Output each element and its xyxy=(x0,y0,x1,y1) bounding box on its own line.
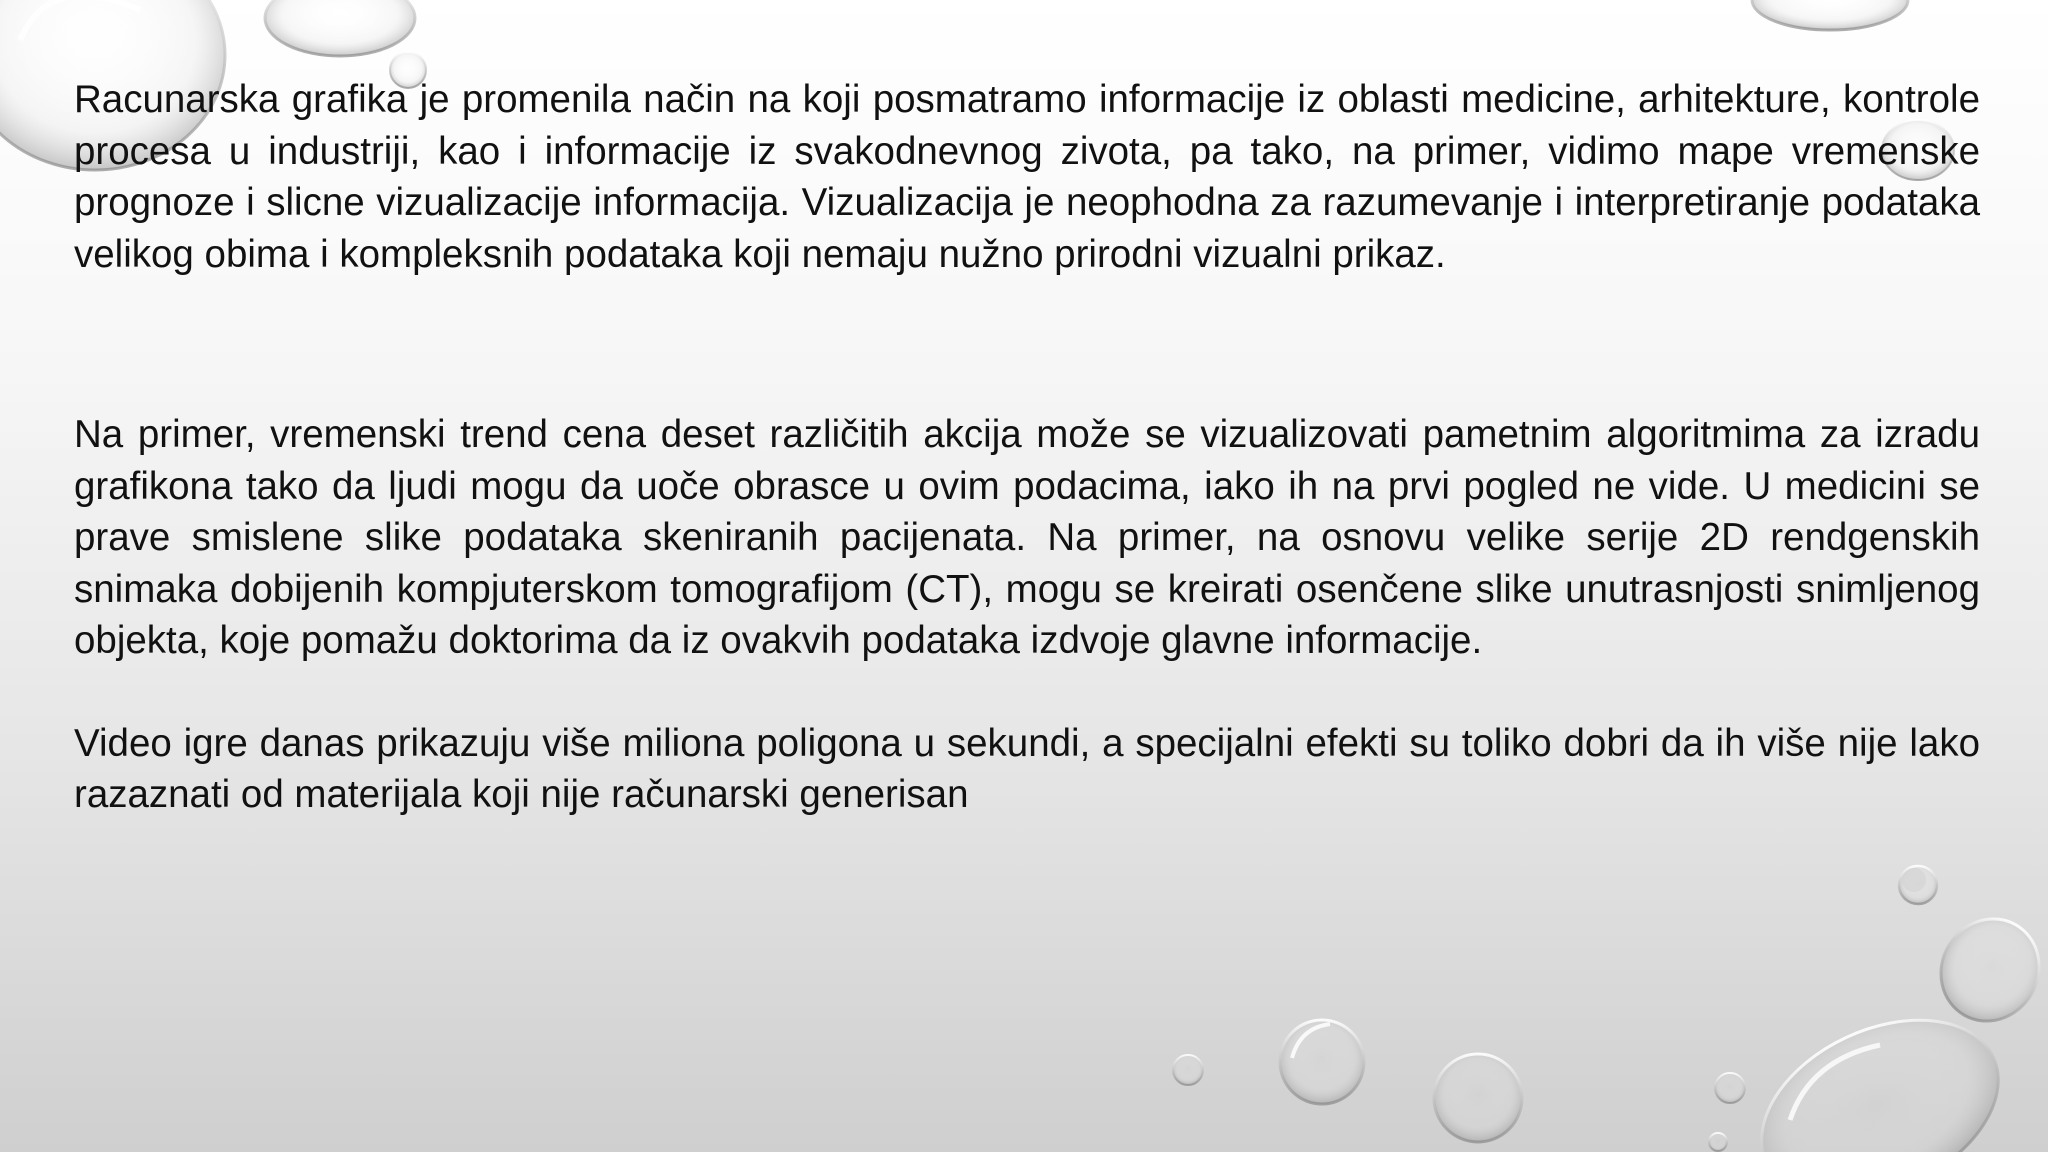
droplet-icon xyxy=(1434,1054,1522,1142)
droplet-icon xyxy=(1752,0,1908,30)
slide-body xyxy=(74,74,1980,821)
paragraph-video-games: Video igre danas prikazuju više miliona poligona u sekundi, a specijalni efekti su toliko dobri da ih više nije lako razaznati od materijala koji nije računarski generisan xyxy=(74,721,1980,816)
droplet-icon xyxy=(1280,1020,1364,1104)
paragraph-computer-graphics-intro: Racunarska grafika je promenila način na koji posmatramo informacije iz oblasti medicine, arhitekture, kontrole procesa u industriji, kao i informacije iz svakodnevnog zivota, pa tako, na primer, vidimo mape vremenske prognoze i slicne vizualizacije informacija. Vizualizacija je neophodna za razumevanje i interpretiranje podataka velikog obima i kompleksnih podataka koji nemaju nužno prirodni vizualni prikaz. xyxy=(74,78,1980,276)
droplet-icon xyxy=(1922,901,2048,1039)
paragraph-visualization-examples: Na primer, vremenski trend cena deset različitih akcija može se vizualizovati pametnim algoritmima za izradu grafikona tako da ljudi mogu da uoče obrasce u ovim podacima, iako ih na prvi pogled ne vide. U medicini se prave smislene slike podataka skeniranih pacijenata. Na primer, na osnovu velike serije 2D rendgenskih snimaka dobijenih kompjuterskom tomografijom (CT), mogu se kreirati osenčene slike unutrasnjosti snimljenog objekta, koje pomažu doktorima da iz ovakvih podataka izdvoje glavne informacije. xyxy=(74,413,1980,662)
droplet-icon xyxy=(1709,1133,1727,1151)
droplet-icon xyxy=(1173,1055,1203,1085)
droplet-icon xyxy=(1899,866,1937,904)
droplet-icon xyxy=(265,0,415,56)
droplet-icon xyxy=(1715,1073,1745,1103)
